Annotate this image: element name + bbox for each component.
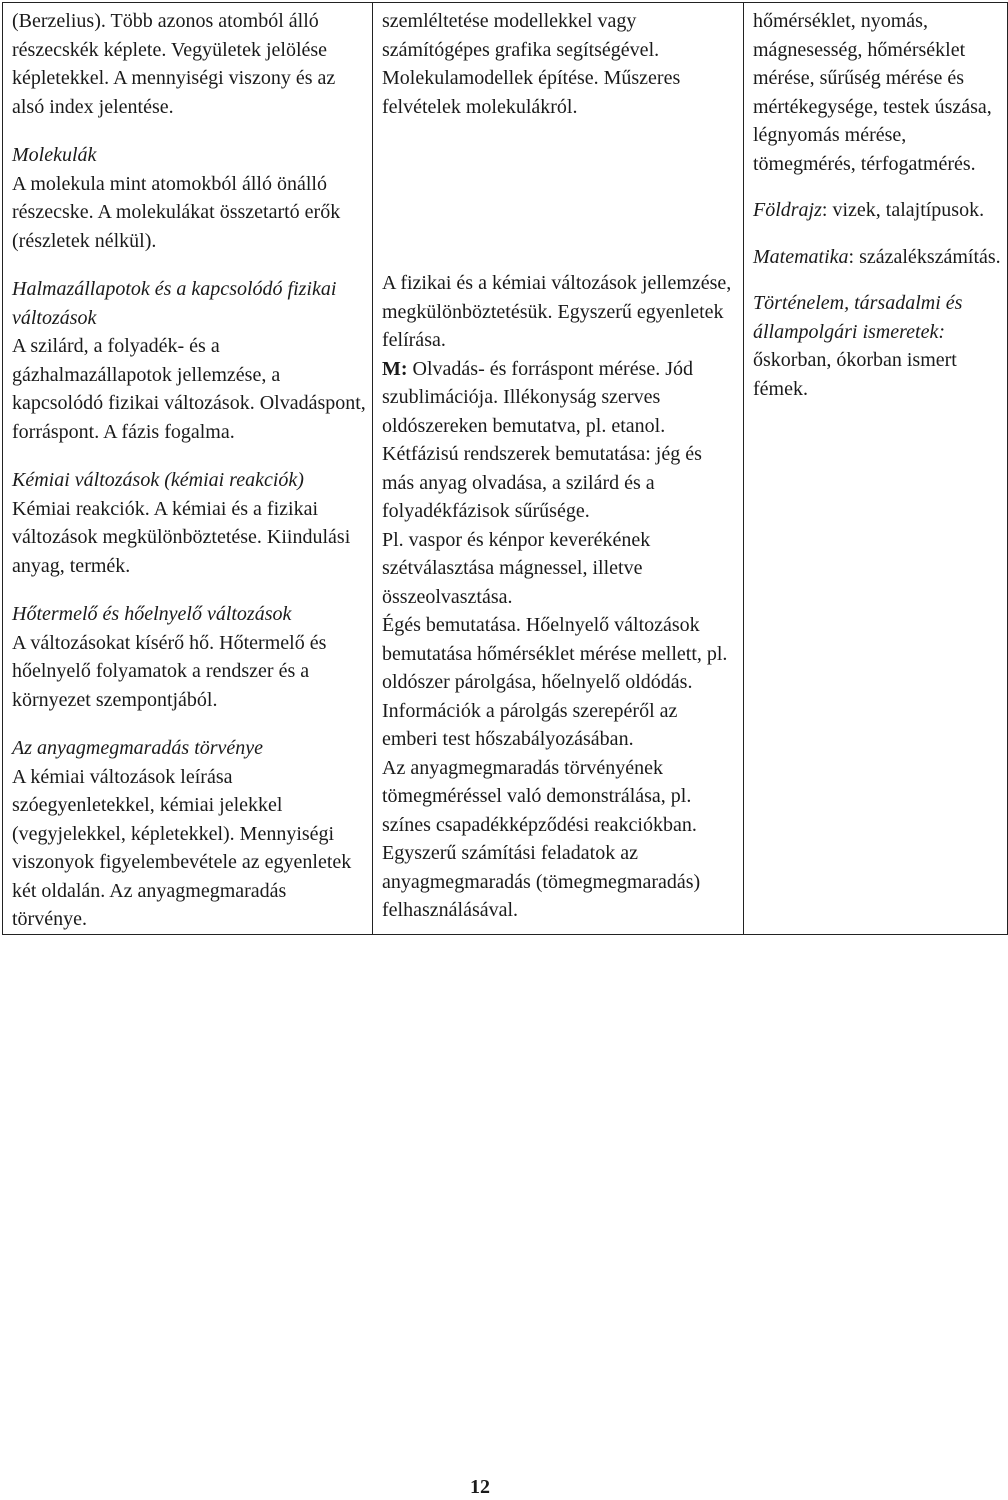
activity-text: Olvadás- és forráspont mérése. Jód szublimációja. Illékonyság szerves oldószereken bemutatva, pl. etanol. Kétfázisú rendszerek bemutatása: jég és más anyag olvadása, a szilárd és a folyadékfázisok sűrűsége. <box>382 357 702 522</box>
m-label: M: <box>382 357 408 380</box>
connection-subject: Földrajz <box>753 199 822 221</box>
activity-paragraph: Az anyagmegmaradás törvényének tömegméréssel való demonstrálása, pl. színes csapadékképződési reakciókban. <box>382 756 697 836</box>
activity-paragraph: Egyszerű számítási feladatok az anyagmegmaradás (tömegmegmaradás) felhasználásával. <box>382 842 701 921</box>
connections-column <box>744 3 1008 935</box>
activity-paragraph: A fizikai és a kémiai változások jellemzése, megkülönböztetésük. Egyszerű egyenletek felírása. <box>382 272 732 351</box>
activities-column <box>373 3 744 935</box>
connection-text: : vizek, talajtípusok. <box>821 199 985 221</box>
section-title: Az anyagmegmaradás törvénye <box>12 737 264 759</box>
activity-paragraph <box>382 355 737 526</box>
section-body: A molekula mint atomokból álló önálló részecske. A molekulákat összetartó erők (részletek nélkül). <box>12 172 341 252</box>
connection-subject: Történelem, társadalmi és állampolgári ismeretek: <box>753 292 963 343</box>
section-title: Molekulák <box>12 144 97 166</box>
intro-text: (Berzelius). Több azonos atomból álló részecskék képlete. Vegyületek jelölése képletekkel. A mennyiségi viszony és az alsó index jelentése. <box>12 10 336 118</box>
topics-column <box>3 3 373 935</box>
section-body: A kémiai változások leírása szóegyenletekkel, kémiai jelekkel (vegyjelekkel, képletekkel). Mennyiségi viszonyok figyelembevétele az egyenletek két oldalán. Az anyagmegmaradás törvénye. <box>12 765 352 930</box>
connection-text: őskorban, ókorban ismert fémek. <box>753 349 957 400</box>
section-title: Hőtermelő és hőelnyelő változások <box>12 603 292 625</box>
section-body: Kémiai reakciók. A kémiai és a fizikai változások megkülönböztetése. Kiindulási anyag, termék. <box>12 497 351 577</box>
page-number: 12 <box>470 1476 490 1498</box>
connection-text: : százalékszámítás. <box>848 245 1001 268</box>
section-body: A szilárd, a folyadék- és a gázhalmazállapotok jellemzése, a kapcsolódó fizikai változások. Olvadáspont, forráspont. A fázis fogalma. <box>12 335 366 443</box>
activities-intro: szemléltetése modellekkel vagy számítógépes grafika segítségével. Molekulamodellek építése. Műszeres felvételek molekulákról. <box>382 10 681 118</box>
table-row <box>3 3 1008 935</box>
section-title: Kémiai változások (kémiai reakciók) <box>12 469 304 491</box>
curriculum-table <box>2 2 1008 935</box>
connection-item <box>753 243 1001 272</box>
section-title: Halmazállapotok és a kapcsolódó fizikai változások <box>12 278 337 329</box>
section-body: A változásokat kísérő hő. Hőtermelő és hőelnyelő folyamatok a rendszer és a környezet szempontjából. <box>12 631 327 711</box>
connection-item <box>753 289 1001 403</box>
connections-intro: hőmérséklet, nyomás, mágnesesség, hőmérséklet mérése, sűrűség mérése és mértékegysége, testek úszása, légnyomás mérése, tömegmérés, térfogatmérés. <box>753 10 992 175</box>
connection-item <box>753 196 1001 225</box>
connection-subject: Matematika <box>753 245 849 268</box>
activity-paragraph: Égés bemutatása. Hőelnyelő változások bemutatása hőmérséklet mérése mellett, pl. oldószer párolgása, hőelnyelő oldódás. Információk a párolgás szerepéről az emberi test hőszabályozásában. <box>382 614 728 750</box>
activity-paragraph: Pl. vaspor és kénpor keverékének szétválasztása mágnessel, illetve összeolvasztása. <box>382 528 651 608</box>
